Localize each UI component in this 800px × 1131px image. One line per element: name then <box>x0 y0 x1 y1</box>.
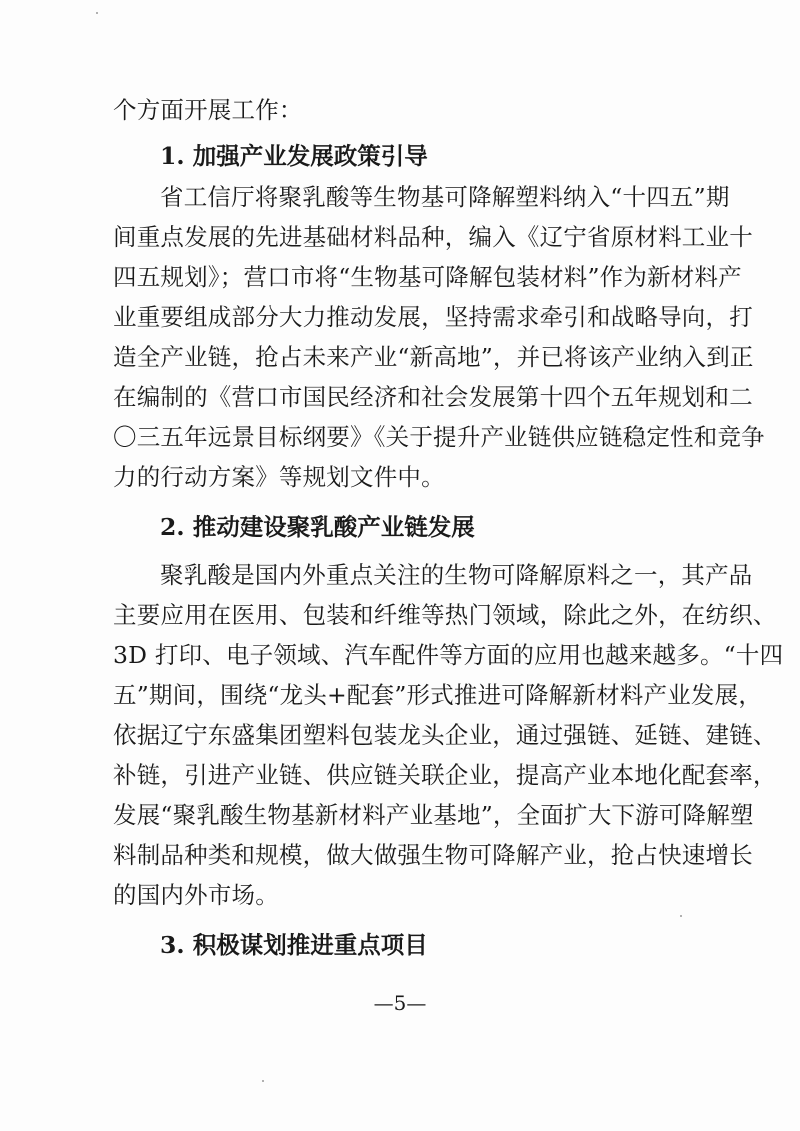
paragraph-line: 四五规划》；营口市将“生物基可降解包装材料”作为新材料产 <box>113 263 742 291</box>
scan-speck <box>680 915 682 917</box>
paragraph-line: 3D 打印、电子领域、汽车配件等方面的应用也越来越多。“十四 <box>113 641 784 669</box>
paragraph-line: 依据辽宁东盛集团塑料包装龙头企业，通过强链、延链、建链、 <box>113 721 777 749</box>
paragraph-line: 五”期间，围绕“龙头+配套”形式推进可降解新材料产业发展， <box>113 681 763 709</box>
scan-speck <box>262 1080 264 1082</box>
paragraph-line: 的国内外市场。 <box>113 881 279 909</box>
page-number: —5— <box>373 991 427 1015</box>
paragraph-line: 造全产业链，抢占未来产业“新高地”，并已将该产业纳入到正 <box>113 343 754 371</box>
paragraph-line: 力的行动方案》等规划文件中。 <box>113 463 445 491</box>
paragraph-line: 业重要组成部分大力推动发展，坚持需求牵引和战略导向，打 <box>113 303 753 331</box>
paragraph-line: 聚乳酸是国内外重点关注的生物可降解原料之一，其产品 <box>160 561 753 589</box>
paragraph-line: 补链，引进产业链、供应链关联企业，提高产业本地化配套率， <box>113 761 777 789</box>
section2-heading: 2. 推动建设聚乳酸产业链发展 <box>160 513 475 541</box>
paragraph-line: 在编制的《营口市国民经济和社会发展第十四个五年规划和二 <box>113 383 753 411</box>
paragraph-line: 间重点发展的先进基础材料品种，编入《辽宁省原材料工业十 <box>113 223 753 251</box>
paragraph-line: 主要应用在医用、包装和纤维等热门领域，除此之外，在纺织、 <box>113 601 777 629</box>
paragraph-line: 〇三五年远景目标纲要》《关于提升产业链供应链稳定性和竞争 <box>113 423 765 451</box>
paragraph-line: 发展“聚乳酸生物基新材料产业基地”，全面扩大下游可降解塑 <box>113 801 754 829</box>
section1-heading: 1. 加强产业发展政策引导 <box>160 142 428 170</box>
intro-line: 个方面开展工作： <box>113 96 303 124</box>
paragraph-line: 省工信厅将聚乳酸等生物基可降解塑料纳入“十四五”期 <box>160 183 730 211</box>
scan-speck <box>96 12 98 14</box>
section3-heading: 3. 积极谋划推进重点项目 <box>160 931 428 959</box>
paragraph-line: 料制品种类和规模，做大做强生物可降解产业，抢占快速增长 <box>113 841 753 869</box>
